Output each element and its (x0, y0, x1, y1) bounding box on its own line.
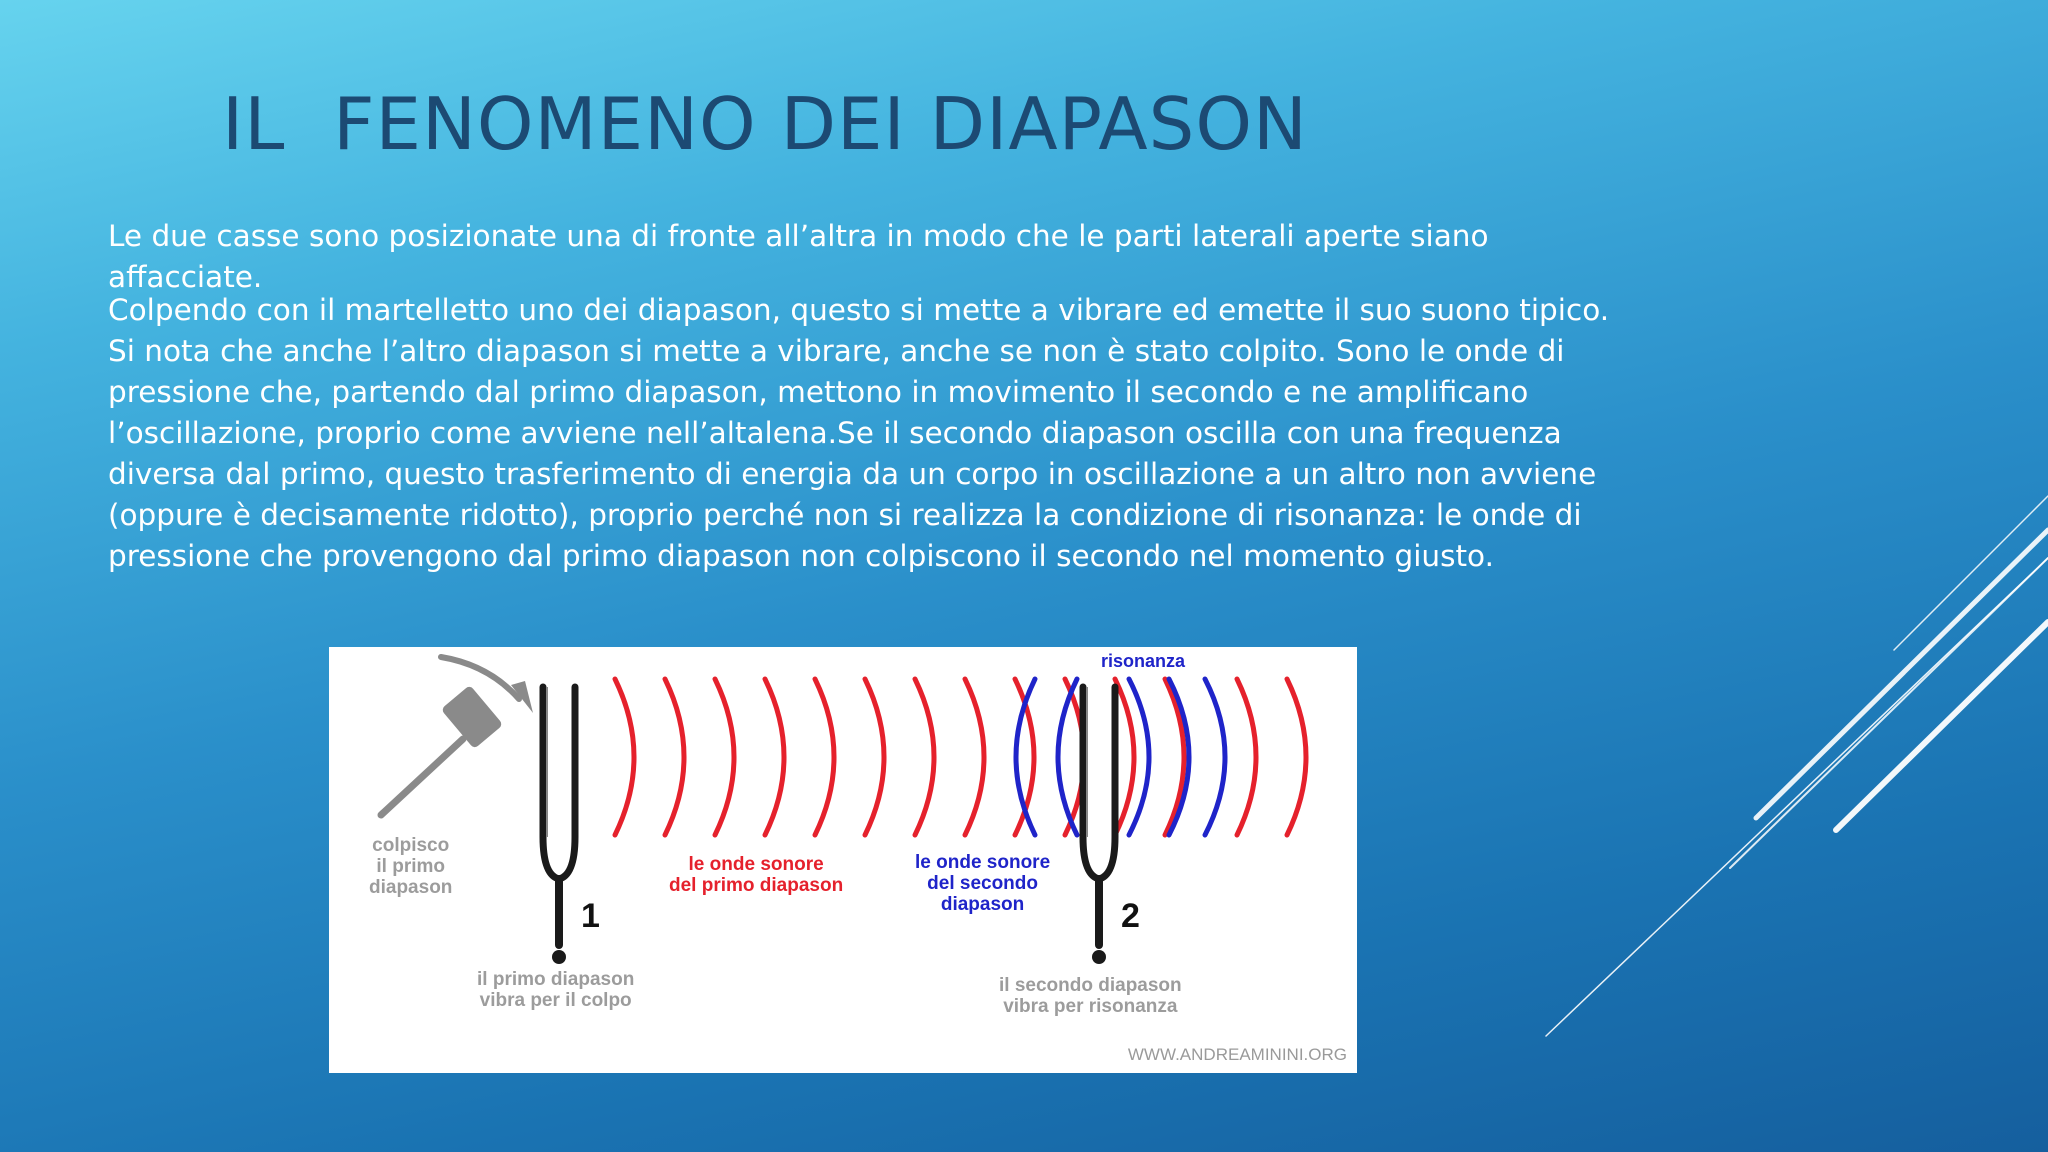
fork-1-number: 1 (581, 897, 600, 935)
tuning-fork-figure (329, 647, 1357, 1073)
blue-waves-label: le onde sonore del secondo diapason (915, 852, 1051, 915)
fork-2-caption: il secondo diapason vibra per risonanza (999, 975, 1182, 1017)
body-paragraph-2: Colpendo con il martelletto uno dei diapason, questo si mette a vibrare ed emette il suo suono tipico. Si nota che anche l’altro diapason si mette a vibrare, anche se non è stato colpito. Sono le onde di pressione che, partendo dal primo diapason, mettono in movimento il secondo e ne amplificano l’oscillazione, proprio come avviene nell’altalena.Se il secondo diapason oscilla con una frequenza diversa dal primo, questo trasferimento di energia da un corpo in oscillazione a un altro non avviene (oppure è decisamente ridotto), proprio perché non si realizza la condizione di risonanza: le onde di pressione che provengono dal primo diapason non colpiscono il secondo nel momento giusto. (108, 293, 1610, 573)
tuning-fork-1-icon (543, 687, 575, 964)
hammer-label: colpisco il primo diapason (369, 835, 453, 898)
hammer-icon (381, 685, 503, 815)
body-paragraph-1: Le due casse sono posizionate una di fronte all’altra in modo che le parti laterali aperte siano affacciate. (108, 219, 1489, 294)
tuning-fork-2-icon (1083, 687, 1115, 964)
watermark: WWW.ANDREAMININI.ORG (1127, 1045, 1347, 1064)
slide-title: IL FENOMENO DEI DIAPASON (222, 82, 1308, 166)
blue-sound-waves (1016, 679, 1225, 835)
fork-2-number: 2 (1121, 897, 1140, 935)
resonance-label: risonanza (1101, 651, 1186, 671)
fork-1-caption: il primo diapason vibra per il colpo (477, 969, 635, 1011)
red-sound-waves (615, 679, 1306, 835)
red-waves-label: le onde sonore del primo diapason (669, 854, 844, 896)
